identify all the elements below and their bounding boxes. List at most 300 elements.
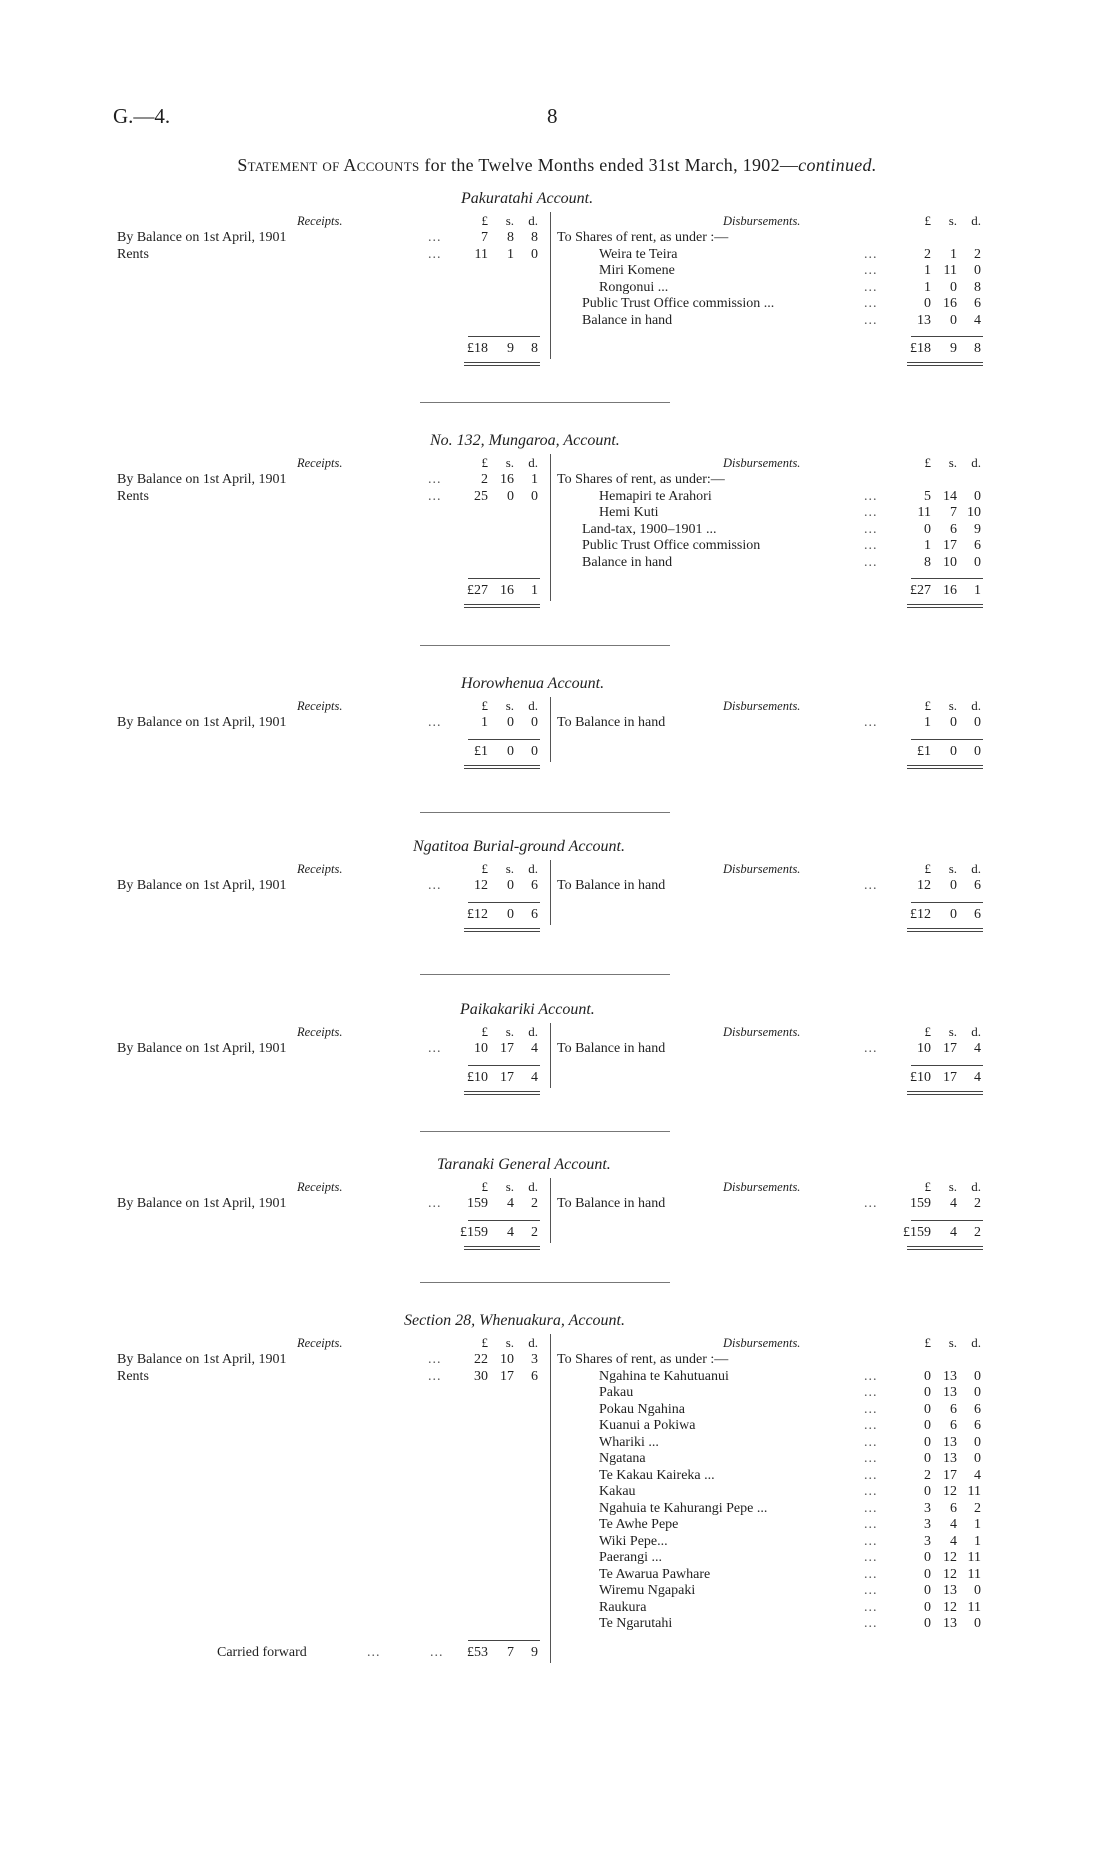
- pounds-value: 1: [924, 279, 931, 295]
- shillings-value: 7: [950, 505, 957, 520]
- pence-head: d.: [971, 861, 981, 876]
- total-rule: [911, 1065, 983, 1066]
- pence-value: 0: [974, 554, 981, 570]
- total-rule: [468, 1065, 540, 1066]
- disbursement-row: [0, 715, 1114, 732]
- pence-value: 0: [974, 1616, 981, 1631]
- account-title-text: Section 28, Whenuakura, Account.: [404, 1312, 625, 1329]
- receipts-total-row: [0, 1645, 550, 1662]
- disbursement-row: [0, 1451, 1114, 1468]
- section-separator: [420, 1282, 670, 1283]
- double-rule: [907, 607, 983, 608]
- pounds-value: 13: [917, 312, 931, 328]
- pence-value: 6: [974, 878, 981, 893]
- pounds-value: 1: [924, 538, 931, 553]
- pounds-value: £10: [467, 1069, 488, 1085]
- receipt-label: By Balance on 1st April, 1901: [117, 1196, 287, 1211]
- pence-value: 2: [974, 246, 981, 262]
- leader-dots: ...: [864, 296, 878, 311]
- pence-value: 6: [974, 296, 981, 311]
- leader-dots: ...: [864, 488, 878, 504]
- leader-dots: ...: [428, 246, 442, 262]
- pounds-value: 10: [917, 1041, 931, 1056]
- total-rule: [911, 336, 983, 337]
- leader-dots: ...: [428, 472, 442, 487]
- pence-head: d.: [528, 455, 538, 470]
- shillings-value: 13: [943, 1616, 957, 1631]
- leader-dots: ...: [428, 1352, 442, 1367]
- pounds-value: £1: [474, 743, 488, 759]
- column-divider: [550, 1334, 551, 1663]
- disbursements-total-row: [0, 1070, 1114, 1087]
- shillings-value: 4: [507, 1196, 514, 1211]
- caption-middle: for the Twelve Months ended 31st March, 1902—: [424, 155, 799, 175]
- pence-head: d.: [971, 1024, 981, 1039]
- total-rule: [911, 578, 983, 579]
- pence-value: 0: [974, 263, 981, 278]
- pounds-value: 3: [924, 1517, 931, 1532]
- column-divider: [550, 212, 551, 359]
- pounds-head: £: [924, 213, 931, 228]
- pence-value: 6: [974, 1418, 981, 1433]
- pounds-value: 1: [924, 263, 931, 278]
- pence-head: d.: [971, 1335, 981, 1350]
- pounds-value: 0: [924, 1599, 931, 1615]
- page-number: 8: [547, 104, 558, 128]
- section-separator: [420, 645, 670, 646]
- leader-dots: ...: [428, 1041, 442, 1056]
- shillings-value: 11: [943, 263, 957, 278]
- pounds-head: £: [481, 861, 488, 876]
- pounds-value: 0: [924, 1401, 931, 1417]
- pounds-value: £159: [903, 1224, 931, 1240]
- leader-dots: ...: [864, 1484, 878, 1499]
- leader-dots: ...: [428, 1368, 442, 1384]
- double-rule: [464, 604, 540, 605]
- pounds-value: £27: [910, 583, 931, 598]
- disbursement-row: [0, 1418, 1114, 1435]
- disbursement-row: [0, 1369, 1114, 1386]
- shillings-value: 14: [943, 488, 957, 504]
- pence-value: 0: [531, 743, 538, 759]
- disbursement-row: [0, 280, 1114, 297]
- account-title: [460, 1001, 595, 1019]
- pence-value: 8: [974, 279, 981, 295]
- pence-value: 4: [531, 1069, 538, 1085]
- disbursement-label: Balance in hand: [582, 312, 673, 328]
- leader-dots: ...: [367, 1644, 381, 1660]
- pence-value: 0: [974, 1583, 981, 1598]
- shillings-value: 16: [500, 472, 514, 487]
- shillings-value: 17: [943, 1041, 957, 1056]
- leader-dots: ...: [864, 279, 878, 295]
- disbursements-heading: Disbursements.: [723, 214, 801, 228]
- receipt-label: Rents: [117, 246, 149, 262]
- pounds-value: 2: [481, 472, 488, 487]
- shillings-head: s.: [948, 861, 957, 876]
- receipts-heading: Receipts.: [297, 1025, 343, 1039]
- pounds-value: 8: [924, 554, 931, 570]
- pounds-value: 22: [474, 1352, 488, 1367]
- pounds-value: 0: [924, 1434, 931, 1450]
- leader-dots: ...: [864, 1434, 878, 1450]
- shillings-value: 0: [950, 279, 957, 295]
- pence-value: 1: [531, 472, 538, 487]
- shillings-head: s.: [505, 1024, 514, 1039]
- pounds-value: 30: [474, 1368, 488, 1384]
- leader-dots: ...: [864, 1418, 878, 1433]
- pounds-value: 3: [924, 1533, 931, 1549]
- pence-value: 2: [974, 1224, 981, 1240]
- document-reference: G.—4.: [113, 104, 171, 128]
- pounds-value: £18: [910, 341, 931, 356]
- pounds-head: £: [481, 1335, 488, 1350]
- section-separator: [420, 1131, 670, 1132]
- account-title-text: Taranaki General Account.: [437, 1156, 611, 1173]
- pence-head: d.: [971, 213, 981, 228]
- receipt-label: By Balance on 1st April, 1901: [117, 230, 287, 245]
- leader-dots: ...: [430, 1644, 444, 1660]
- disbursement-label: Te Kakau Kaireka ...: [599, 1467, 715, 1483]
- total-rule: [468, 739, 540, 740]
- leader-dots: ...: [864, 312, 878, 328]
- leader-dots: ...: [864, 1500, 878, 1516]
- pounds-value: 12: [474, 878, 488, 893]
- pounds-value: 1: [481, 715, 488, 730]
- shillings-value: 13: [943, 1583, 957, 1598]
- disbursement-row: [0, 247, 1114, 264]
- leader-dots: ...: [864, 878, 878, 893]
- pounds-value: 0: [924, 1418, 931, 1433]
- pounds-value: £27: [467, 583, 488, 598]
- pence-value: 0: [974, 1434, 981, 1450]
- receipts-heading: Receipts.: [297, 456, 343, 470]
- shillings-head: s.: [505, 698, 514, 713]
- total-rule: [468, 902, 540, 903]
- disbursement-row: [0, 1435, 1114, 1452]
- leader-dots: ...: [428, 488, 442, 504]
- disbursement-row: [0, 1534, 1114, 1551]
- receipt-label: By Balance on 1st April, 1901: [117, 878, 287, 893]
- column-divider: [550, 454, 551, 601]
- disbursement-label: To Shares of rent, as under:—: [557, 472, 725, 487]
- pence-value: 1: [974, 583, 981, 598]
- shillings-value: 0: [507, 906, 514, 922]
- double-rule: [464, 768, 540, 769]
- shillings-value: 13: [943, 1451, 957, 1466]
- disbursement-row: [0, 1567, 1114, 1584]
- pence-head: d.: [528, 1024, 538, 1039]
- total-rule: [911, 902, 983, 903]
- shillings-value: 13: [943, 1385, 957, 1400]
- shillings-value: 4: [950, 1196, 957, 1211]
- shillings-value: 17: [943, 538, 957, 553]
- pence-value: 0: [974, 1451, 981, 1466]
- disbursements-total-row: [0, 583, 1114, 600]
- leader-dots: ...: [864, 1385, 878, 1400]
- disbursement-label: Pakau: [599, 1385, 634, 1400]
- shillings-value: 17: [943, 1467, 957, 1483]
- disbursement-label: To Balance in hand: [557, 715, 666, 730]
- leader-dots: ...: [864, 1041, 878, 1056]
- pence-value: 0: [974, 1385, 981, 1400]
- receipt-label: By Balance on 1st April, 1901: [117, 1352, 287, 1367]
- disbursement-label: Public Trust Office commission ...: [582, 296, 775, 311]
- disbursement-label: Ngahina te Kahutuanui: [599, 1368, 729, 1384]
- leader-dots: ...: [864, 1583, 878, 1598]
- pence-head: d.: [528, 861, 538, 876]
- disbursement-label: Miri Komene: [599, 263, 675, 278]
- pence-value: 1: [974, 1517, 981, 1532]
- double-rule: [907, 362, 983, 363]
- shillings-value: 17: [500, 1368, 514, 1384]
- pounds-value: 10: [474, 1041, 488, 1056]
- shillings-value: 16: [943, 296, 957, 311]
- account-title: [404, 1312, 625, 1330]
- total-rule: [468, 578, 540, 579]
- shillings-value: 10: [500, 1352, 514, 1367]
- pence-value: 4: [974, 312, 981, 328]
- disbursement-label: Te Awhe Pepe: [599, 1517, 679, 1532]
- account-title: [430, 432, 620, 450]
- section-separator: [420, 974, 670, 975]
- carried-forward-label: Carried forward: [217, 1644, 307, 1660]
- pounds-value: 0: [924, 1368, 931, 1384]
- pence-value: 3: [531, 1352, 538, 1367]
- pence-value: 4: [974, 1069, 981, 1085]
- double-rule: [907, 765, 983, 766]
- disbursement-row: [0, 1501, 1114, 1518]
- disbursement-label: Pokau Ngahina: [599, 1401, 685, 1417]
- pounds-value: 5: [924, 488, 931, 504]
- leader-dots: ...: [864, 521, 878, 537]
- leader-dots: ...: [864, 1517, 878, 1532]
- disbursement-label: To Balance in hand: [557, 878, 666, 893]
- disbursement-label: To Balance in hand: [557, 1041, 666, 1056]
- shillings-value: 0: [507, 715, 514, 730]
- pence-value: 0: [531, 715, 538, 730]
- pounds-head: £: [481, 698, 488, 713]
- pounds-head: £: [924, 1024, 931, 1039]
- pence-head: d.: [528, 1179, 538, 1194]
- shillings-value: 4: [950, 1533, 957, 1549]
- pence-value: 6: [974, 538, 981, 553]
- double-rule: [464, 765, 540, 766]
- pounds-value: 0: [924, 1550, 931, 1565]
- pounds-value: £10: [910, 1069, 931, 1085]
- disbursement-label: Balance in hand: [582, 554, 673, 570]
- shillings-value: 1: [507, 246, 514, 262]
- pounds-head: £: [924, 698, 931, 713]
- disbursement-row: [0, 263, 1114, 280]
- disbursement-row: [0, 522, 1114, 539]
- shillings-value: 6: [950, 1500, 957, 1516]
- disbursement-label: To Shares of rent, as under :—: [557, 230, 729, 245]
- shillings-head: s.: [948, 1179, 957, 1194]
- disbursement-label: Whariki ...: [599, 1434, 659, 1450]
- pounds-head: £: [924, 1335, 931, 1350]
- pence-value: 11: [967, 1566, 981, 1582]
- double-rule: [464, 607, 540, 608]
- account-title-text: Ngatitoa Burial-ground Account.: [413, 838, 625, 855]
- account-title-text: No. 132, Mungaroa, Account.: [430, 432, 620, 449]
- disbursement-label: Te Awarua Pawhare: [599, 1566, 711, 1582]
- total-rule: [468, 1220, 540, 1221]
- disbursement-label: Kuanui a Pokiwa: [599, 1418, 696, 1433]
- pounds-value: 0: [924, 1484, 931, 1499]
- disbursement-row: [0, 472, 1114, 489]
- leader-dots: ...: [864, 1401, 878, 1417]
- shillings-value: 17: [943, 1069, 957, 1085]
- shillings-value: 12: [943, 1550, 957, 1565]
- pence-value: 10: [967, 505, 981, 520]
- statement-caption: [0, 155, 1114, 176]
- disbursements-heading: Disbursements.: [723, 1180, 801, 1194]
- leader-dots: ...: [864, 1451, 878, 1466]
- leader-dots: ...: [428, 230, 442, 245]
- leader-dots: ...: [864, 1566, 878, 1582]
- disbursements-total-row: [0, 907, 1114, 924]
- leader-dots: ...: [864, 1368, 878, 1384]
- pounds-value: 0: [924, 296, 931, 311]
- disbursement-row: [0, 313, 1114, 330]
- shillings-value: 1: [950, 246, 957, 262]
- shillings-value: 12: [943, 1599, 957, 1615]
- shillings-value: 6: [950, 1418, 957, 1433]
- pounds-value: 2: [924, 1467, 931, 1483]
- disbursements-heading: Disbursements.: [723, 1336, 801, 1350]
- disbursement-row: [0, 1583, 1114, 1600]
- pounds-value: 159: [467, 1196, 488, 1211]
- double-rule: [907, 365, 983, 366]
- shillings-head: s.: [505, 1335, 514, 1350]
- disbursement-label: Rongonui ...: [599, 279, 669, 295]
- shillings-value: 0: [950, 312, 957, 328]
- pence-value: 4: [974, 1041, 981, 1056]
- shillings-head: s.: [505, 1179, 514, 1194]
- total-rule: [468, 336, 540, 337]
- shillings-value: 4: [507, 1224, 514, 1240]
- shillings-value: 0: [950, 906, 957, 922]
- pence-value: 8: [531, 341, 538, 356]
- double-rule: [464, 1091, 540, 1092]
- caption-suffix: continued.: [798, 155, 877, 175]
- shillings-value: 13: [943, 1368, 957, 1384]
- leader-dots: ...: [864, 1196, 878, 1211]
- shillings-value: 13: [943, 1434, 957, 1450]
- leader-dots: ...: [428, 878, 442, 893]
- shillings-head: s.: [948, 1024, 957, 1039]
- pence-value: 9: [531, 1644, 538, 1660]
- pounds-value: 159: [910, 1196, 931, 1211]
- disbursement-row: [0, 1517, 1114, 1534]
- pounds-head: £: [481, 1024, 488, 1039]
- shillings-value: 0: [507, 743, 514, 759]
- leader-dots: ...: [864, 505, 878, 520]
- pounds-value: 12: [917, 878, 931, 893]
- pounds-value: £18: [467, 341, 488, 356]
- shillings-value: 0: [950, 743, 957, 759]
- double-rule: [464, 1246, 540, 1247]
- shillings-value: 16: [943, 583, 957, 598]
- pence-value: 1: [531, 583, 538, 598]
- disbursement-label: Te Ngarutahi: [599, 1616, 673, 1631]
- shillings-head: s.: [505, 213, 514, 228]
- pence-value: 6: [974, 1401, 981, 1417]
- receipts-heading: Receipts.: [297, 862, 343, 876]
- disbursement-row: [0, 1550, 1114, 1567]
- disbursements-heading: Disbursements.: [723, 862, 801, 876]
- pence-value: 6: [531, 878, 538, 893]
- leader-dots: ...: [864, 246, 878, 262]
- disbursements-total-row: [0, 341, 1114, 358]
- double-rule: [907, 1249, 983, 1250]
- shillings-value: 0: [507, 488, 514, 504]
- pence-value: 4: [531, 1041, 538, 1056]
- disbursements-total-row: [0, 1225, 1114, 1242]
- disbursement-row: [0, 230, 1114, 247]
- double-rule: [907, 931, 983, 932]
- shillings-value: 17: [500, 1041, 514, 1056]
- shillings-head: s.: [505, 455, 514, 470]
- pounds-head: £: [924, 1179, 931, 1194]
- leader-dots: ...: [864, 538, 878, 553]
- section-separator: [420, 402, 670, 403]
- shillings-value: 6: [950, 1401, 957, 1417]
- shillings-value: 16: [500, 583, 514, 598]
- receipt-label: By Balance on 1st April, 1901: [117, 715, 287, 730]
- account-title: [461, 190, 593, 208]
- shillings-value: 4: [950, 1224, 957, 1240]
- pounds-value: 0: [924, 1583, 931, 1598]
- disbursement-row: [0, 1484, 1114, 1501]
- receipt-label: By Balance on 1st April, 1901: [117, 1041, 287, 1056]
- disbursement-row: [0, 1468, 1114, 1485]
- pounds-value: 11: [474, 246, 488, 262]
- pence-head: d.: [971, 698, 981, 713]
- receipts-heading: Receipts.: [297, 214, 343, 228]
- shillings-value: 0: [950, 715, 957, 730]
- disbursements-heading: Disbursements.: [723, 699, 801, 713]
- pounds-head: £: [481, 1179, 488, 1194]
- shillings-value: 6: [950, 521, 957, 537]
- pence-value: 6: [531, 1368, 538, 1384]
- pence-value: 6: [531, 906, 538, 922]
- pounds-value: 0: [924, 1566, 931, 1582]
- shillings-value: 7: [507, 1644, 514, 1660]
- shillings-value: 10: [943, 554, 957, 570]
- pence-value: 6: [974, 906, 981, 922]
- pence-value: 0: [974, 715, 981, 730]
- shillings-head: s.: [948, 213, 957, 228]
- disbursement-row: [0, 1600, 1114, 1617]
- disbursement-label: Kakau: [599, 1484, 636, 1499]
- disbursement-row: [0, 555, 1114, 572]
- disbursement-row: [0, 1041, 1114, 1058]
- double-rule: [907, 1246, 983, 1247]
- pounds-value: £159: [460, 1224, 488, 1240]
- pence-value: 0: [974, 1368, 981, 1384]
- pounds-value: 1: [924, 715, 931, 730]
- pounds-value: 0: [924, 521, 931, 537]
- disbursements-heading: Disbursements.: [723, 456, 801, 470]
- disbursement-row: [0, 1385, 1114, 1402]
- pence-value: 8: [974, 341, 981, 356]
- disbursement-label: Land-tax, 1900–1901 ...: [582, 521, 717, 537]
- double-rule: [907, 604, 983, 605]
- disbursement-row: [0, 1352, 1114, 1369]
- double-rule: [464, 928, 540, 929]
